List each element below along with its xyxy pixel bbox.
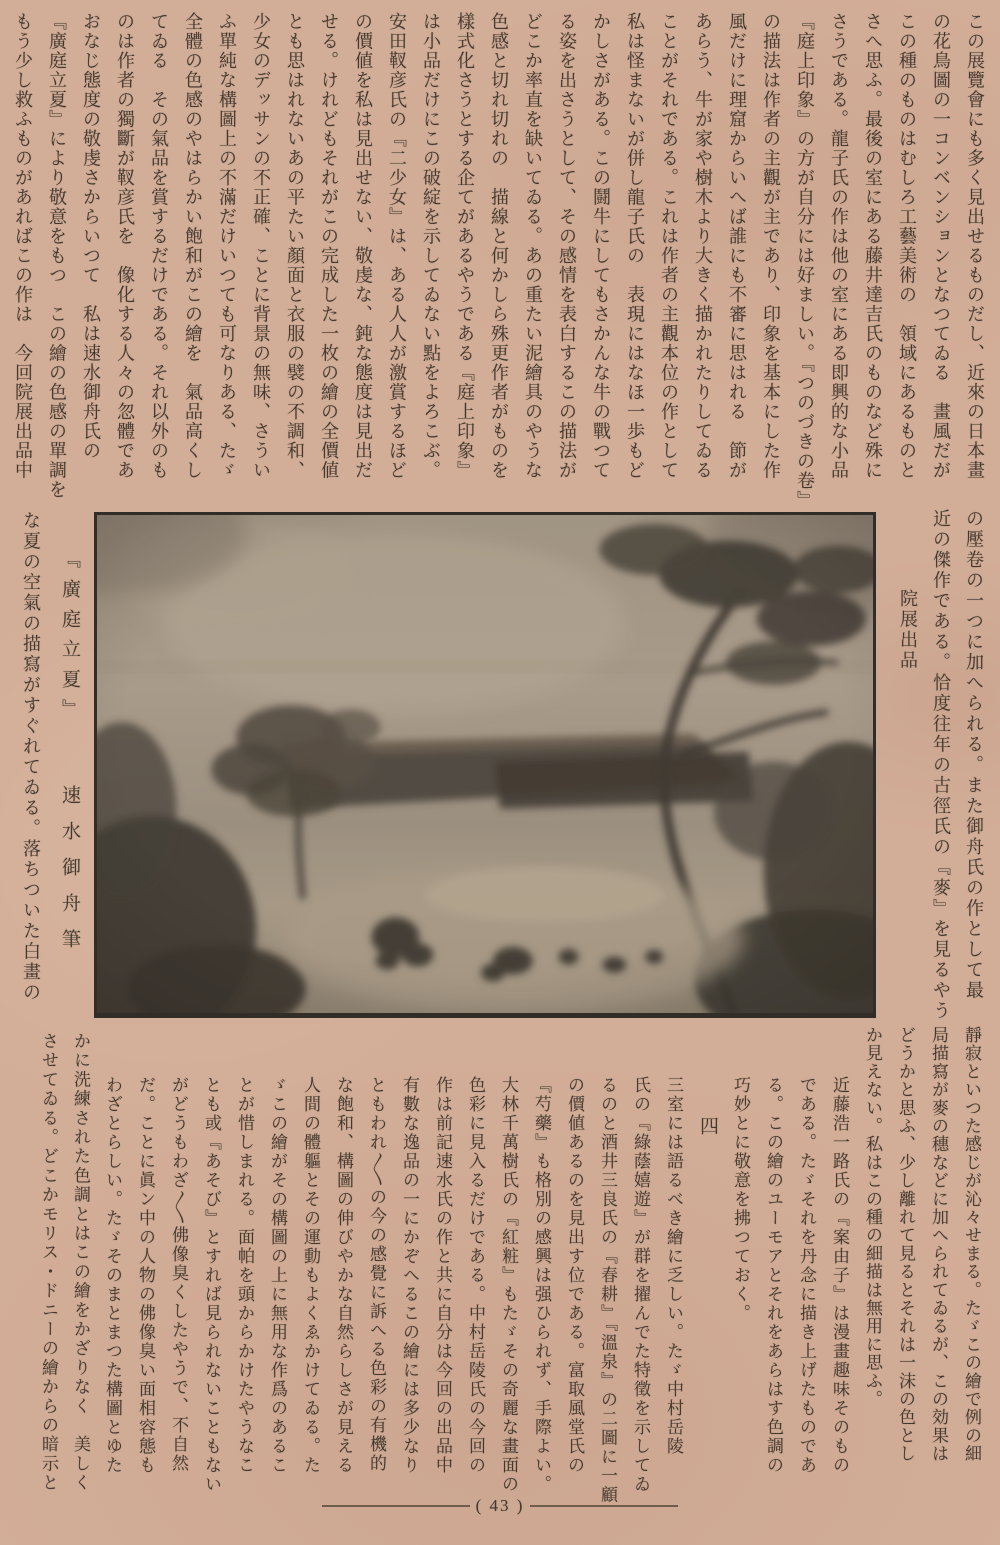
- text-column: の壓卷の一つに加へられる。また御舟氏の作として最: [964, 509, 984, 1001]
- text-column: 少女のデッサンの不正確、ことに背景の無味、さうい: [251, 12, 271, 480]
- text-column: 靜寂といつた感じが沁々せまる。たゞこの繪で例の細: [962, 1026, 981, 1463]
- text-column: もう少し救ふものがあればこの作は 今回院展出品中: [13, 12, 33, 480]
- text-column: ふ單純な構圖上の不滿だけいつても可なりある、たゞ: [217, 12, 237, 480]
- text-column: 氏の『綠蔭嬉遊』が群を擢んでた特徵を示してゐ: [631, 1076, 650, 1494]
- text-column: 『芍藥』も格別の感興は强ひられず、手際よい。: [532, 1076, 551, 1494]
- middle-left-text-section: [0, 505, 98, 1024]
- text-column: る。この繪のユーモアとそれをあらはす色調の: [764, 1076, 783, 1475]
- text-column: おなじ態度の敬虔さからいつて 私は速水御舟氏の: [81, 12, 101, 461]
- text-column: の描法は作者の主觀が主であり、印象を基本にした作: [761, 12, 781, 480]
- footer-rule-left: [322, 1505, 470, 1507]
- text-column: か見えない。私はこの種の細描は無用に思ふ。: [863, 1026, 882, 1409]
- text-column: かに洗練された色調とはこの繪をかざりなく 美しく: [71, 1032, 90, 1493]
- artwork-plate: [94, 512, 876, 1018]
- text-column: な飽和、構圖の伸びやかな自然らしさが見える: [334, 1076, 353, 1475]
- text-column: どこか率直を缺いてゐる。あの重たい泥繪具のやうな: [523, 12, 543, 480]
- exhibition-label: 院展出品: [898, 589, 918, 671]
- text-column: 近藤浩一路氏の『案由子』は漫畫趣味そのもの: [830, 1076, 849, 1475]
- text-column: とも或『あそび』とすれば見られないこともない: [202, 1076, 221, 1494]
- text-column: は小品だけにこの破綻を示してゐない點をよろこぶ。: [421, 12, 441, 480]
- text-column: 三室には語るべき繪に乏しい。たゞ中村岳陵: [664, 1076, 683, 1456]
- text-column: 人間の體軀とその運動もよくゑかけてゐる。た: [301, 1076, 320, 1475]
- kondo-paragraph: [724, 1026, 856, 1540]
- text-column: 巧妙とに敬意を拂つておく。: [731, 1076, 750, 1323]
- text-column: がどうもわざ〳〵佛像臭くしたやうで、不自然: [169, 1076, 188, 1473]
- text-column: させてゐる。どこかモリス・ドニーの繪からの暗示と: [39, 1032, 58, 1493]
- text-column: ともわれ〳〵の今の感覺に訴へる色彩の有機的: [367, 1076, 386, 1473]
- bottom-left-columns: [32, 1026, 96, 1540]
- artwork-caption-title: 『廣庭立夏』: [59, 549, 80, 729]
- text-column: だ。ことに眞ン中の人物の佛像臭い面相容態も: [136, 1076, 155, 1475]
- bottom-text-section: [0, 1022, 1000, 1540]
- artwork-caption: [46, 509, 92, 1024]
- text-column: かしさがある。この鬪牛にしてもさかんな牛の戰つて: [591, 12, 611, 480]
- page-number: ( 43 ): [475, 1496, 525, 1515]
- room3-paragraph: [96, 1026, 690, 1540]
- text-column: 『廣庭立夏』により敬意をもつ この繪の色感の單調を: [47, 12, 67, 500]
- text-column: わざとらしい。たゞそのまとまつた構圖とゆた: [103, 1076, 122, 1475]
- text-column: 近の傑作である。恰度往年の古徑氏の『麥』を見るやう: [931, 509, 951, 1022]
- text-column: 色感と切れ切れの 描線と何かしら殊更作者がものを: [489, 12, 509, 480]
- text-column: る姿を出さうとして、その感情を表白するこの描法が: [557, 12, 577, 480]
- bottom-right-columns: [856, 1026, 988, 1540]
- text-column: ことがそれである。これは作者の主觀本位の作として: [659, 12, 679, 480]
- text-column: この種のものはむしろ工藝美術の 領域にあるものと: [897, 12, 917, 480]
- text-column: せる。けれどもそれがこの完成した一枚の繪の全價値: [319, 12, 339, 480]
- footer-rule-right: [530, 1505, 678, 1507]
- text-column: ゞこの繪がその構圖の上に無用な作爲のあるこ: [268, 1076, 287, 1475]
- text-column: 樣式化さうとする企てがあるやうである『庭上印象』: [455, 12, 475, 480]
- artwork-photo: [97, 515, 873, 1013]
- text-column: さうである。龍子氏の作は他の室にある即興的な小品: [829, 12, 849, 480]
- text-column: の價値あるのを見出す位である。富取風堂氏の: [565, 1076, 584, 1475]
- text-column: 全體の色感のやはらかい飽和がこの繪を 氣品高くし: [183, 12, 203, 480]
- middle-right-text-section: [866, 505, 1000, 1024]
- text-column: の花鳥圖の一コンベンションとなつてゐる 畫風だが: [931, 12, 951, 480]
- text-column: 色彩に見入るだけである。中村岳陵氏の今回の: [466, 1076, 485, 1475]
- text-column: 『庭上印象』の方が自分には好ましい。『つのづきの卷』: [795, 12, 815, 510]
- text-column: な夏の空氣の描寫がすぐれてゐる。落ちついた白畫の: [21, 511, 41, 1003]
- text-column: とも思はれないあの平たい顏面と衣服の襞の不調和、: [285, 12, 305, 480]
- text-column: 安田靫彦氏の『二少女』は、ある人人が激賞するほど: [387, 12, 407, 480]
- text-column: この展覽會にも多く見出せるものだし、近來の日本畫: [965, 12, 985, 480]
- text-column: 大林千萬樹氏の『紅粧』もたゞその奇麗な畫面の: [499, 1076, 518, 1494]
- text-column: 局描寫が麥の穗などに加へられてゐるが、この効果は: [929, 1026, 948, 1463]
- text-column: どうかと思ふ、少し離れて見るとそれは一沫の色とし: [896, 1026, 915, 1463]
- text-column: である。たゞそれを丹念に描き上げたものであ: [797, 1076, 816, 1475]
- text-column: 作は前記速水氏の作と共に自分は今回の出品中: [433, 1076, 452, 1475]
- text-column: 私は怪まないが併し龍子氏の 表現にはなほ一歩もど: [625, 12, 645, 480]
- text-column: のは作者の獨斷が靫彦氏を 像化する人々の忽體であ: [115, 12, 135, 480]
- text-column: とが惜しまれる。面帕を頭からかけたやうなこ: [235, 1076, 254, 1475]
- text-column: さへ思ふ。最後の室にある藤井達吉氏のものなど殊に: [863, 12, 883, 480]
- text-column: 有數な逸品の一にかぞへるこの繪には多少なり: [400, 1076, 419, 1475]
- page-footer: [0, 1496, 1000, 1516]
- section-heading: 四: [697, 1116, 718, 1135]
- top-text-section: [0, 6, 1000, 512]
- text-column: 風だけに理窟からいへば誰にも不審に思はれる 節が: [727, 12, 747, 480]
- text-column: の價値を私は見出せない、敬虔な、鈍な態度は見出だ: [353, 12, 373, 480]
- text-column: あらう、牛が家や樹木より大きく描かれたりしてゐる: [693, 12, 713, 480]
- artwork-caption-artist: 速水御舟筆: [59, 785, 80, 965]
- text-column: るのと酒井三良氏の『春耕』『溫泉』の二圖に一顧: [598, 1076, 617, 1505]
- middle-right-columns: [924, 509, 990, 1024]
- text-column: てゐる その氣品を賞するだけである。それ以外のも: [149, 12, 169, 480]
